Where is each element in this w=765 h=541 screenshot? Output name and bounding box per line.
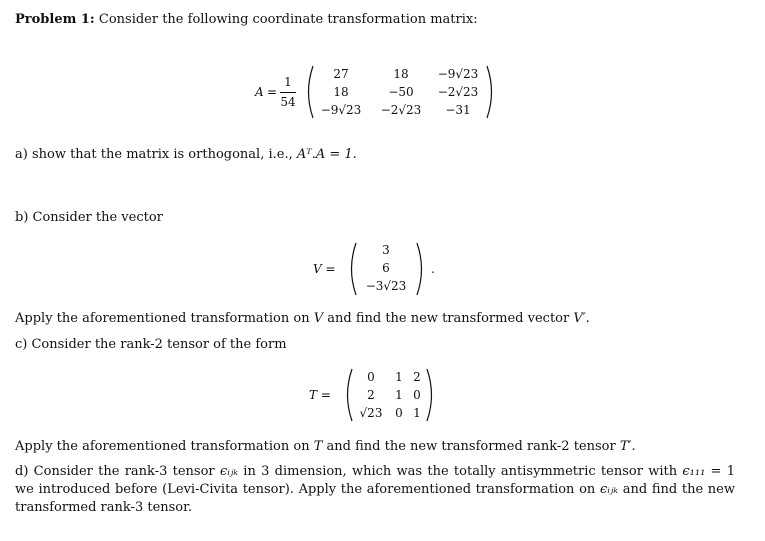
tensor-t-cell: 1 [395,388,403,402]
tensor-t-cell: 0 [413,388,421,402]
matrix-a-equals: = [267,85,278,99]
problem-label: Problem 1: [15,12,95,27]
vector-v-entry: 6 [382,261,390,275]
fraction-denominator: 54 [280,95,296,109]
tensor-t-grid [355,370,425,426]
vector-v-entry: −3√23 [365,279,407,293]
fraction-numerator: 1 [284,75,292,89]
matrix-a-cell: 18 [333,85,349,99]
vector-v-period: . [431,262,435,276]
apply-to-v: Apply the aforementioned transformation on V and find the new transformed vector V′. [15,311,590,326]
matrix-a-cell: −2√23 [380,103,422,117]
matrix-a-grid [316,67,484,123]
matrix-a-cell: 27 [333,67,349,81]
right-paren-v [414,241,428,297]
part-d-paragraph: d) Consider the rank-3 tensor ϵᵢⱼₖ in 3 dimension, which was the totally antisymmetric tensor with ϵ₁₁₁ = 1 we introduced before (Levi-Civita tensor). Apply the aforementioned transformation on ϵᵢⱼₖ and find the new transformed rank-3 tensor. [15,464,736,515]
tensor-t-cell: 0 [367,370,375,384]
matrix-a-cell: 18 [393,67,409,81]
right-paren-a [484,64,498,120]
vector-v-label: V = [313,262,336,276]
tensor-t-cell: 2 [367,388,375,402]
apply-to-t: Apply the aforementioned transformation on T and find the new transformed rank-2 tensor T′. [15,439,636,454]
part-a-text: a) show that the matrix is orthogonal, i.e., [15,147,297,162]
part-a-equation: Aᵀ.A = 1. [296,147,357,162]
part-a [15,147,357,163]
tensor-t-cell: 1 [413,406,421,420]
tensor-t-cell: 0 [395,406,403,420]
left-paren-t [341,367,355,423]
tensor-t-cell: 2 [413,370,421,384]
problem-intro: Consider the following coordinate transformation matrix: [98,12,478,27]
left-paren-v [345,241,359,297]
problem-header [15,12,478,28]
tensor-t-cell: 1 [395,370,403,384]
left-paren-a [302,64,316,120]
vector-v-grid [358,243,414,299]
tensor-t-label: T = [309,388,331,402]
matrix-a-symbol: A [255,85,264,99]
matrix-a-cell: −2√23 [437,85,479,99]
matrix-a-cell: −9√23 [437,67,479,81]
right-paren-t [424,367,438,423]
tensor-t-cell: √23 [359,406,383,420]
part-c-heading: c) Consider the rank-2 tensor of the form [15,337,287,352]
matrix-a-cell: −50 [388,85,414,99]
matrix-a-cell: −31 [445,103,471,117]
vector-v-entry: 3 [382,243,390,257]
matrix-a-cell: −9√23 [320,103,362,117]
part-b-heading: b) Consider the vector [15,210,163,225]
fraction-bar [280,92,296,93]
